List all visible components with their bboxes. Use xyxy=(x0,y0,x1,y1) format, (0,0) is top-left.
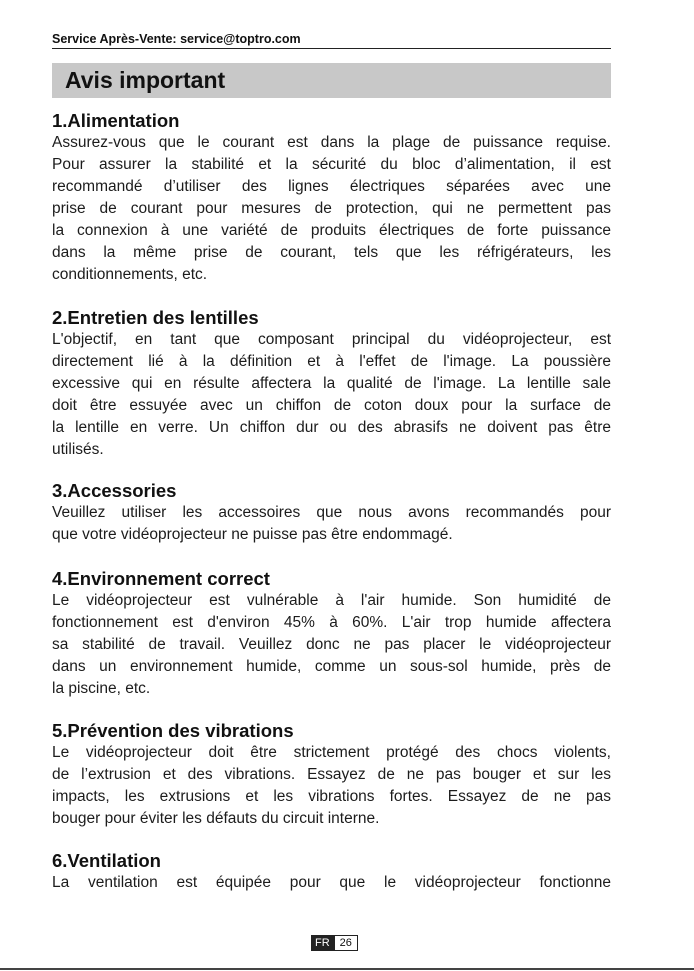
text-line: prise de courant pour mesures de protection, qui ne permettent pas xyxy=(52,200,611,217)
page-title: Avis important xyxy=(65,67,226,93)
text-line: de l’extrusion et des vibrations. Essayez de ne pas bouger et sur les xyxy=(52,766,611,783)
text-line: Veuillez utiliser les accessoires que nous avons recommandés pour xyxy=(52,504,611,521)
text-line: sa stabilité de travail. Veuillez donc ne pas placer le vidéoprojecteur xyxy=(52,636,611,653)
text-line: fonctionnement est d'environ 45% à 60%. L'air trop humide affectera xyxy=(52,614,611,631)
section xyxy=(52,720,611,830)
bottom-divider xyxy=(0,968,694,970)
section-title: 4.Environnement correct xyxy=(52,568,270,589)
text-line: la connexion à une variété de produits électriques de forte puissance xyxy=(52,222,611,239)
text-line: conditionnements, etc. xyxy=(52,266,208,283)
text-line: bouger pour éviter les défauts du circuit interne. xyxy=(52,810,380,827)
text-line: utilisés. xyxy=(52,441,104,458)
text-line: dans un environnement humide, comme un sous-sol humide, près de xyxy=(52,658,611,675)
section-body xyxy=(52,872,611,894)
section-body xyxy=(52,742,611,830)
language-code: FR xyxy=(311,935,334,951)
text-line: la piscine, etc. xyxy=(52,680,151,697)
section-title: 2.Entretien des lentilles xyxy=(52,307,259,328)
section-body xyxy=(52,132,611,286)
text-line: la lentille en verre. Un chiffon dur ou des abrasifs ne doivent pas être xyxy=(52,419,611,436)
text-line: impacts, les extrusions et les vibrations fortes. Essayez de ne pas xyxy=(52,788,611,805)
section-title: 3.Accessories xyxy=(52,480,177,501)
section-body xyxy=(52,502,611,546)
text-line: L'objectif, en tant que composant principal du vidéoprojecteur, est xyxy=(52,331,611,348)
text-line: La ventilation est équipée pour que le vidéoprojecteur fonctionne xyxy=(52,874,611,891)
text-line: doit être essuyée avec un chiffon de coton doux pour la surface de xyxy=(52,397,611,414)
section-body xyxy=(52,329,611,461)
text-line: Le vidéoprojecteur est vulnérable à l'air humide. Son humidité de xyxy=(52,592,611,609)
section xyxy=(52,307,611,461)
page-number: 26 xyxy=(334,935,358,951)
text-line: recommandé d’utiliser des lignes électriques séparées avec une xyxy=(52,178,611,195)
text-line: dans la même prise de courant, tels que les réfrigérateurs, les xyxy=(52,244,611,261)
page-number-badge xyxy=(311,935,358,951)
section-body xyxy=(52,590,611,700)
text-line: directement lié à la définition et à l'effet de l'image. La poussière xyxy=(52,353,611,370)
title-banner xyxy=(52,63,611,98)
section xyxy=(52,480,611,546)
text-line: excessive qui en résulte affectera la qualité de l'image. La lentille sale xyxy=(52,375,611,392)
service-header: Service Après-Vente: service@toptro.com xyxy=(52,32,301,46)
text-line: Le vidéoprojecteur doit être strictement protégé des chocs violents, xyxy=(52,744,611,761)
section xyxy=(52,568,611,700)
section-title: 1.Alimentation xyxy=(52,110,180,131)
text-line: que votre vidéoprojecteur ne puisse pas être endommagé. xyxy=(52,526,453,543)
section-title: 5.Prévention des vibrations xyxy=(52,720,294,741)
section xyxy=(52,850,611,894)
header-divider xyxy=(52,48,611,49)
text-line: Assurez-vous que le courant est dans la plage de puissance requise. xyxy=(52,134,611,151)
section-title: 6.Ventilation xyxy=(52,850,161,871)
section xyxy=(52,110,611,286)
text-line: Pour assurer la stabilité et la sécurité du bloc d’alimentation, il est xyxy=(52,156,611,173)
